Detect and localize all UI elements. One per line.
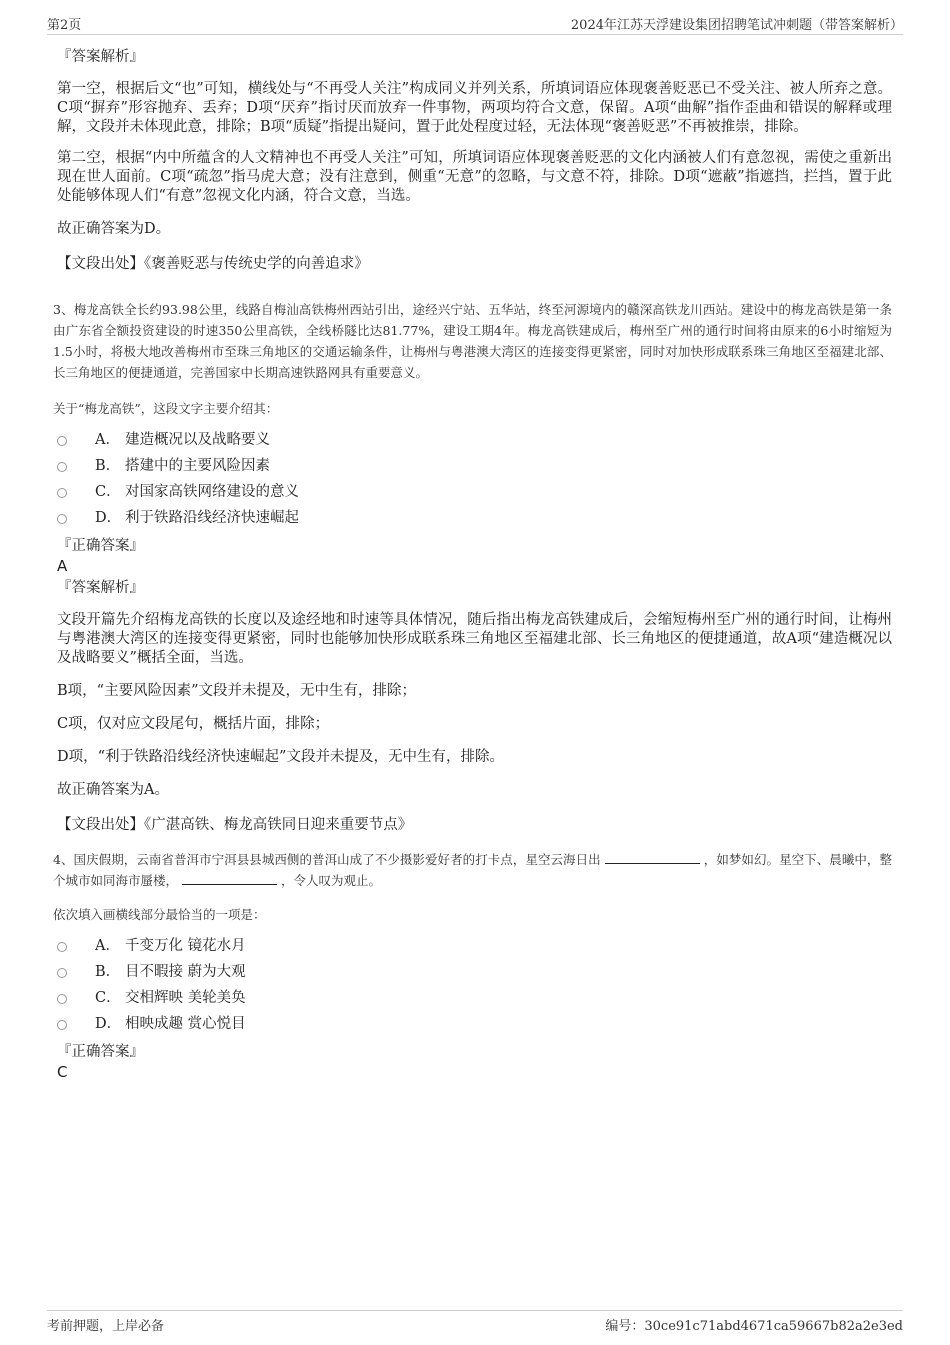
q3-correct-heading: 『正确答案』 (57, 538, 144, 554)
q4-option-c[interactable] (57, 985, 892, 1011)
radio-button[interactable] (57, 942, 67, 952)
q4-text-part1: 4、国庆假期，云南省普洱市宁洱县县城西侧的普洱山成了不少摄影爱好者的打卡点，星空云海日出 (53, 852, 601, 867)
q4-prompt: 依次填入画横线部分最恰当的一项是： (53, 907, 266, 922)
page-content (53, 46, 892, 1081)
option-letter: C． (95, 484, 121, 500)
option-text: 建造概况以及战略要义 (125, 432, 270, 448)
option-letter: D． (95, 1016, 122, 1032)
option-text: 利于铁路沿线经济快速崛起 (125, 510, 299, 526)
option-letter: B． (95, 964, 121, 980)
document-code: 编号：30ce91c71abd4671ca59667b82a2e3ed (605, 1319, 903, 1334)
radio-button[interactable] (57, 968, 67, 978)
radio-button[interactable] (57, 994, 67, 1004)
q3-analysis-p4: D项，“利于铁路沿线经济快速崛起”文段并未提及，无中生有，排除。 (57, 749, 504, 765)
q3-source: 【文段出处】《广湛高铁、梅龙高铁同日迎来重要节点》 (57, 817, 413, 833)
fill-blank (605, 851, 700, 864)
q2-analysis-heading: 『答案解析』 (57, 49, 144, 65)
q4-options (57, 933, 892, 1037)
option-text: 目不暇接 蔚为大观 (125, 964, 246, 980)
option-letter: D． (95, 510, 122, 526)
q3-analysis-heading: 『答案解析』 (57, 580, 144, 596)
fill-blank (182, 872, 277, 885)
q3-options (57, 427, 892, 531)
option-text: 千变万化 镜花水月 (125, 938, 246, 954)
q3-option-b[interactable] (57, 453, 892, 479)
q3-option-d[interactable] (57, 505, 892, 531)
q4-option-d[interactable] (57, 1011, 892, 1037)
page-header (47, 14, 903, 35)
q3-correct-answer: A (57, 557, 68, 575)
option-letter: A． (95, 432, 120, 448)
radio-button[interactable] (57, 462, 67, 472)
option-letter: C． (95, 990, 121, 1006)
q2-source: 【文段出处】《褒善贬恶与传统史学的向善追求》 (57, 256, 369, 272)
option-text: 搭建中的主要风险因素 (125, 458, 270, 474)
q4-correct-heading: 『正确答案』 (57, 1044, 144, 1060)
q2-analysis-p2: 第二空，根据“内中所蕴含的人文精神也不再受人关注”可知，所填词语应体现褒善贬恶的文化内涵被人们有意忽视，需使之重新出现在世人面前。C项“疏忽”指马虎大意；没有注意到，侧重“无意”的忽略，与文意不符，排除。D项“遮蔽”指遮挡，拦挡，置于此处能够体现人们“有意”忽视文化内涵，符合文意，当选。 (57, 150, 892, 204)
page-number: 第2页 (47, 18, 82, 33)
option-letter: B． (95, 458, 121, 474)
q3-prompt: 关于“梅龙高铁”，这段文字主要介绍其： (53, 401, 279, 416)
option-text: 交相辉映 美轮美奂 (125, 990, 246, 1006)
page-footer (47, 1310, 903, 1333)
footer-slogan: 考前押题，上岸必备 (47, 1319, 165, 1334)
radio-button[interactable] (57, 436, 67, 446)
option-letter: A． (95, 938, 120, 954)
q3-analysis-p3: C项，仅对应文段尾句，概括片面，排除； (57, 716, 330, 732)
q4-text-part3: ，令人叹为观止。 (281, 873, 382, 888)
q4-correct-answer: C (57, 1063, 68, 1081)
q3-option-a[interactable] (57, 427, 892, 453)
q4-option-a[interactable] (57, 933, 892, 959)
document-title: 2024年江苏天浮建设集团招聘笔试冲刺题（带答案解析） (570, 18, 903, 33)
q4-option-b[interactable] (57, 959, 892, 985)
option-text: 对国家高铁网络建设的意义 (125, 484, 299, 500)
radio-button[interactable] (57, 514, 67, 524)
q3-analysis-p2: B项，“主要风险因素”文段并未提及，无中生有，排除； (57, 683, 416, 699)
q3-analysis-p1: 文段开篇先介绍梅龙高铁的长度以及途经地和时速等具体情况，随后指出梅龙高铁建成后，会缩短梅州至广州的通行时间，让梅州与粤港澳大湾区的连接变得更紧密，同时也能够加快形成联系珠三角地区至福建北部、长三角地区的便捷通道，故A项“建造概况以及战略要义”概括全面，当选。 (57, 612, 892, 666)
q2-answer-line: 故正确答案为D。 (57, 221, 171, 237)
q4-question-text (53, 849, 892, 891)
q3-question-text: 3、梅龙高铁全长约93.98公里，线路自梅汕高铁梅州西站引出，途经兴宁站、五华站，终至河源境内的赣深高铁龙川西站。建设中的梅龙高铁是第一条由广东省全额投资建设的时速350公里高铁，全线桥隧比达81.77%，建设工期4年。梅龙高铁建成后，梅州至广州的通行时间将由原来的6小时缩短为1.5小时，将极大地改善梅州市至珠三角地区的交通运输条件，让梅州与粤港澳大湾区的连接变得更紧密，同时对加快形成联系珠三角地区至福建北部、长三角地区的便捷通道，完善国家中长期高速铁路网具有重要意义。 (53, 302, 892, 380)
radio-button[interactable] (57, 1020, 67, 1030)
option-text: 相映成趣 赏心悦目 (125, 1016, 246, 1032)
radio-button[interactable] (57, 488, 67, 498)
q3-answer-line: 故正确答案为A。 (57, 782, 169, 798)
q2-analysis-p1: 第一空，根据后文“也”可知，横线处与“不再受人关注”构成同义并列关系，所填词语应体现褒善贬恶已不受关注、被人所弃之意。C项“摒弃”形容抛弃、丢弃；D项“厌弃”指讨厌而放弃一件事物，两项均符合文意，保留。A项“曲解”指作歪曲和错误的解释或理解，文段并未体现此意，排除；B项“质疑”指提出疑问，置于此处程度过轻，无法体现“褒善贬恶”不再被推崇，排除。 (57, 81, 892, 135)
q3-option-c[interactable] (57, 479, 892, 505)
q4-text-part2: ，如梦如幻。星空下、晨曦中，整个城市如同海市蜃楼， (53, 852, 892, 888)
